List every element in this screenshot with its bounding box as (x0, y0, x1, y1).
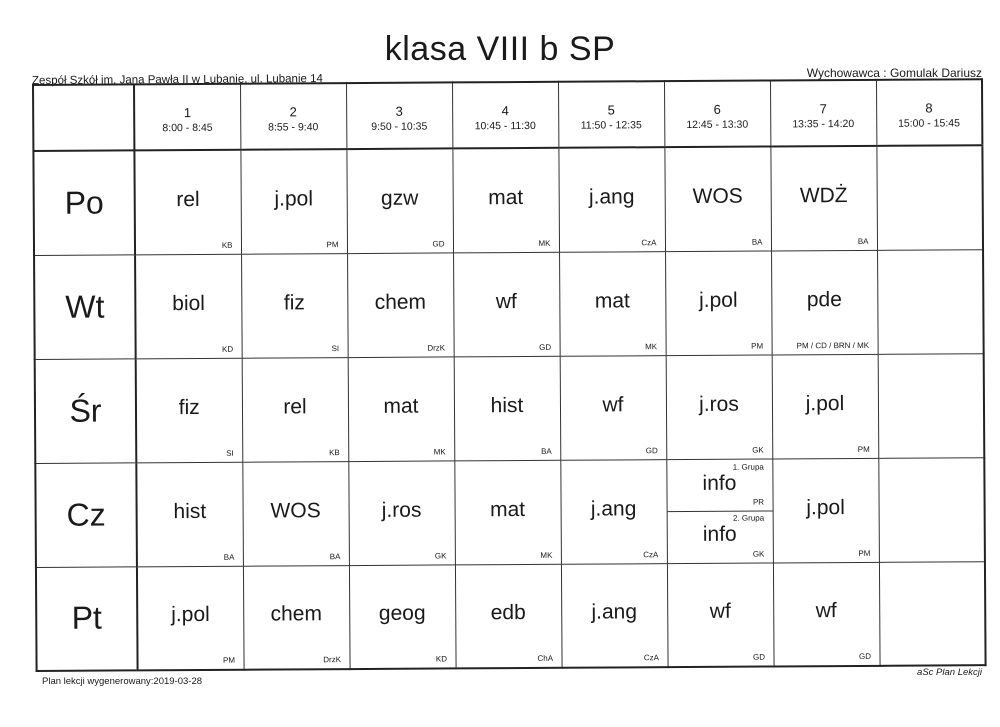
subject-name: mat (383, 394, 419, 418)
lesson-cell (240, 149, 347, 254)
teacher-code: KD (221, 344, 234, 354)
subject-name: j.pol (698, 288, 738, 312)
lesson-cell (452, 148, 559, 253)
teacher-code: CzA (643, 653, 660, 663)
lesson-cell (242, 357, 349, 462)
period-time: 13:35 - 14:20 (792, 117, 855, 130)
lesson-cell (770, 146, 877, 251)
lesson-cell (772, 354, 879, 459)
teacher-code: CzA (641, 237, 657, 247)
lesson-cell (136, 358, 243, 463)
teacher-code: ChA (537, 653, 554, 663)
teacher-code: PM (857, 444, 870, 454)
lesson-cell (560, 459, 667, 564)
subject-name: WOS (270, 498, 321, 523)
teacher-code: BA (223, 552, 235, 562)
teacher-code: GK (434, 550, 447, 561)
lesson-cell (348, 460, 455, 565)
subject-name: j.ang (588, 185, 635, 209)
teacher-code: MK (540, 550, 553, 560)
teacher-code: SI (226, 448, 234, 458)
day-name: Śr (69, 392, 102, 429)
subject-name: wf (709, 599, 731, 624)
lesson-cell (136, 462, 243, 567)
teacher-code: GD (752, 652, 766, 662)
day-label-cell (34, 254, 136, 359)
lesson-cell (241, 253, 348, 358)
lesson-cell (560, 355, 667, 460)
lesson-cell (558, 147, 665, 252)
group-lesson (667, 510, 772, 562)
lesson-cell (348, 356, 455, 461)
lesson-cell (876, 145, 983, 250)
lesson-cell (242, 461, 349, 566)
teacher-code: PM (222, 655, 236, 665)
lesson-cell (561, 563, 668, 668)
subject-name: fiz (178, 395, 200, 419)
lesson-cell (454, 356, 561, 461)
period-number: 2 (289, 103, 297, 119)
subject-name: rel (283, 394, 307, 418)
day-label-cell (36, 566, 138, 671)
teacher-code: GK (752, 445, 764, 455)
period-time: 10:45 - 11:30 (474, 119, 536, 132)
day-row (33, 145, 983, 255)
subject-name: gzw (380, 186, 419, 210)
period-number: 7 (819, 100, 827, 116)
group-label: 1. Grupa (732, 462, 764, 472)
subject-name: info (702, 471, 737, 495)
school-name: Zespół Szkół im. Jana Pawła II w Lubanie, ul. Lubanie 14 (31, 72, 323, 88)
subject-name: hist (490, 393, 524, 417)
day-row (35, 353, 985, 463)
lesson-cell (346, 148, 453, 253)
lesson-cell (137, 566, 244, 671)
subject-name: hist (173, 499, 207, 523)
period-number: 1 (183, 104, 192, 120)
corner-cell (33, 84, 134, 151)
period-number: 6 (713, 101, 721, 117)
subject-name: mat (594, 288, 630, 313)
period-header-row (33, 79, 982, 151)
subject-name: WOS (692, 184, 743, 208)
teacher-code: PR (752, 497, 765, 507)
period-header (240, 83, 346, 150)
lesson-cell (243, 565, 350, 670)
lesson-cell (772, 458, 879, 563)
day-name: Pt (71, 599, 102, 637)
subject-name: info (702, 522, 737, 546)
day-label-cell (35, 358, 137, 463)
period-time: 11:50 - 12:35 (580, 118, 642, 132)
teacher-code: PM (751, 341, 764, 351)
teacher-code: PM (326, 239, 339, 249)
split-lesson (667, 459, 773, 563)
subject-name: geog (378, 601, 426, 626)
teacher-code: BA (857, 236, 869, 246)
teacher-code: PM (858, 548, 871, 558)
teacher-code: BA (751, 237, 763, 247)
subject-name: fiz (283, 290, 305, 314)
subject-name: j.ros (381, 498, 422, 522)
lesson-cell (134, 150, 241, 255)
teacher-code: MK (645, 341, 658, 351)
lesson-cell (455, 564, 562, 669)
teacher-code: MK (538, 238, 551, 248)
subject-name: biol (172, 291, 206, 315)
subject-name: j.ros (699, 392, 739, 416)
teacher-code: CzA (643, 549, 659, 559)
period-number: 4 (501, 102, 509, 118)
day-row (36, 561, 986, 671)
period-header (346, 82, 452, 149)
subject-name: j.pol (274, 187, 314, 211)
lesson-cell (349, 564, 456, 669)
teacher-code: GD (645, 445, 658, 455)
lesson-cell (135, 254, 242, 359)
lesson-cell (878, 353, 985, 458)
subject-name: j.pol (806, 495, 845, 519)
day-label-cell (35, 462, 137, 567)
page-title: klasa VIII b SP (384, 30, 616, 68)
teacher-code: MK (433, 446, 446, 457)
subject-name: mat (490, 497, 526, 521)
period-number: 3 (395, 103, 403, 119)
lesson-cell (666, 458, 773, 563)
day-label-cell (33, 150, 135, 255)
lesson-cell (879, 561, 986, 666)
day-name: Po (64, 184, 104, 221)
generated-date: Plan lekcji wygenerowany:2019-03-28 (42, 676, 203, 687)
subject-name: WDŻ (799, 183, 848, 208)
period-header (558, 81, 664, 148)
teacher-code: BA (541, 446, 552, 456)
period-time: 15:00 - 15:45 (898, 116, 960, 130)
lesson-cell (877, 249, 984, 354)
period-time: 8:55 - 9:40 (268, 120, 319, 134)
teacher-code: KD (435, 654, 448, 664)
day-row (34, 249, 984, 359)
subject-name: pde (806, 287, 842, 311)
lesson-cell (454, 460, 561, 565)
lesson-cell (771, 250, 878, 355)
period-header (664, 80, 770, 147)
lesson-cell (667, 562, 774, 667)
teacher-code: DrzK (427, 342, 446, 353)
lesson-cell (773, 562, 880, 667)
period-number: 5 (607, 101, 615, 117)
teacher-code: DrzK (323, 655, 342, 665)
teacher-code: GD (539, 342, 552, 352)
lesson-cell (665, 250, 772, 355)
subject-name: j.ang (591, 600, 638, 624)
subject-name: j.pol (805, 391, 845, 415)
subject-name: mat (488, 185, 524, 209)
teacher-code: PM / CD / BRN / MK (796, 340, 870, 350)
teacher-code: KB (221, 240, 233, 250)
lesson-cell (664, 146, 771, 251)
period-time: 12:45 - 13:30 (686, 118, 749, 131)
lesson-cell (347, 252, 454, 357)
software-credit: aSc Plan Lekcji (917, 667, 982, 678)
timetable (32, 78, 987, 672)
subject-name: wf (815, 599, 837, 623)
period-header (876, 79, 982, 146)
subject-name: j.pol (171, 603, 210, 627)
teacher-code: KB (329, 447, 340, 457)
subject-name: chem (270, 602, 322, 626)
period-time: 8:00 - 8:45 (162, 121, 213, 134)
subject-name: wf (495, 289, 517, 313)
subject-name: chem (374, 290, 427, 314)
period-header (134, 84, 240, 151)
day-row (35, 457, 985, 567)
group-label: 2. Grupa (732, 513, 765, 523)
lesson-cell (559, 251, 666, 356)
group-lesson (667, 459, 772, 512)
lesson-cell (666, 354, 773, 459)
subject-name: wf (602, 392, 624, 417)
lesson-cell (453, 252, 560, 357)
teacher-code: GD (432, 238, 445, 249)
teacher-code: BA (329, 551, 341, 561)
subject-name: rel (176, 187, 200, 211)
subject-name: edb (490, 601, 526, 625)
lesson-cell (878, 457, 985, 562)
period-header (770, 80, 876, 147)
teacher-code: GK (752, 549, 765, 559)
teacher-code: GD (858, 651, 872, 661)
timetable-body (33, 145, 985, 671)
homeroom-teacher: Wychowawca : Gomulak Dariusz (806, 66, 982, 80)
teacher-code: SI (331, 343, 340, 353)
period-number: 8 (925, 99, 933, 116)
period-header (452, 82, 558, 149)
day-name: Cz (66, 496, 106, 533)
day-name: Wt (65, 288, 105, 325)
subject-name: j.ang (590, 496, 637, 521)
period-time: 9:50 - 10:35 (371, 120, 428, 133)
